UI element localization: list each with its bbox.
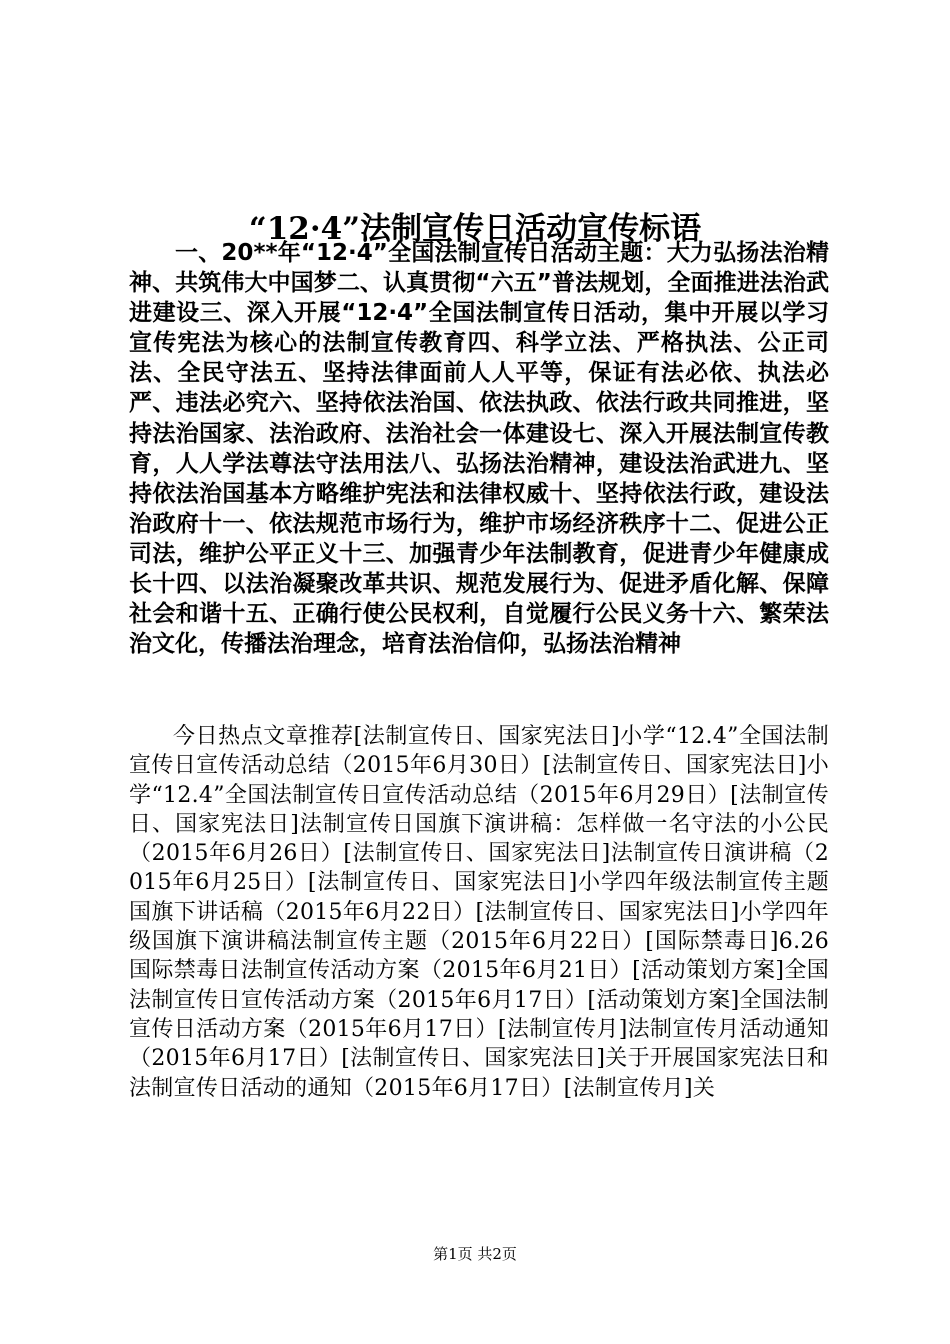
recommended-articles-paragraph: 今日热点文章推荐[法制宣传日、国家宪法日]小学“12.4”全国法制宣传日宣传活动总结（2015年6月30日）[法制宣传日、国家宪法日]小学“12.4”全国法制宣传日宣传活动总结（2015年6月29日）[法制宣传日、国家宪法日]法制宣传日国旗下演讲稿：怎样做一名守法的小公民（2015年6月26日）[法制宣传日、国家宪法日]法制宣传日演讲稿（2015年6月25日）[法制宣传日、国家宪法日]小学四年级法制宣传主题国旗下讲话稿（2015年6月22日）[法制宣传日、国家宪法日]小学四年级国旗下演讲稿法制宣传主题（2015年6月22日）[国际禁毒日]6.26国际禁毒日法制宣传活动方案（2015年6月21日）[活动策划方案]全国法制宣传日宣传活动方案（2015年6月17日）[活动策划方案]全国法制宣传日活动方案（2015年6月17日）[法制宣传月]法制宣传月活动通知（2015年6月17日）[法制宣传日、国家宪法日]关于开展国家宪法日和法制宣传日活动的通知（2015年6月17日）[法制宣传月]关	[129, 724, 829, 1101]
page-number-footer: 第1页 共2页	[433, 1245, 517, 1263]
document-title: “12·4”法制宣传日活动宣传标语	[248, 210, 702, 247]
slogans-paragraph: 一、20**年“12·4”全国法制宣传日活动主题：大力弘扬法治精神、共筑伟大中国梦二、认真贯彻“六五”普法规划，全面推进法治武进建设三、深入开展“12·4”全国法制宣传日活动，集中开展以学习宣传宪法为核心的法制宣传教育四、科学立法、严格执法、公正司法、全民守法五、坚持法律面前人人平等，保证有法必依、执法必严、违法必究六、坚持依法治国、依法执政、依法行政共同推进，坚持法治国家、法治政府、法治社会一体建设七、深入开展法制宣传教育，人人学法尊法守法用法八、弘扬法治精神，建设法治武进九、坚持依法治国基本方略维护宪法和法律权威十、坚持依法行政，建设法治政府十一、依法规范市场行为，维护市场经济秩序十二、促进公正司法，维护公平正义十三、加强青少年法制教育，促进青少年健康成长十四、以法治凝聚改革共识、规范发展行为、促进矛盾化解、保障社会和谐十五、正确行使公民权利，自觉履行公民义务十六、繁荣法治文化，传播法治理念，培育法治信仰，弘扬法治精神	[129, 240, 829, 658]
